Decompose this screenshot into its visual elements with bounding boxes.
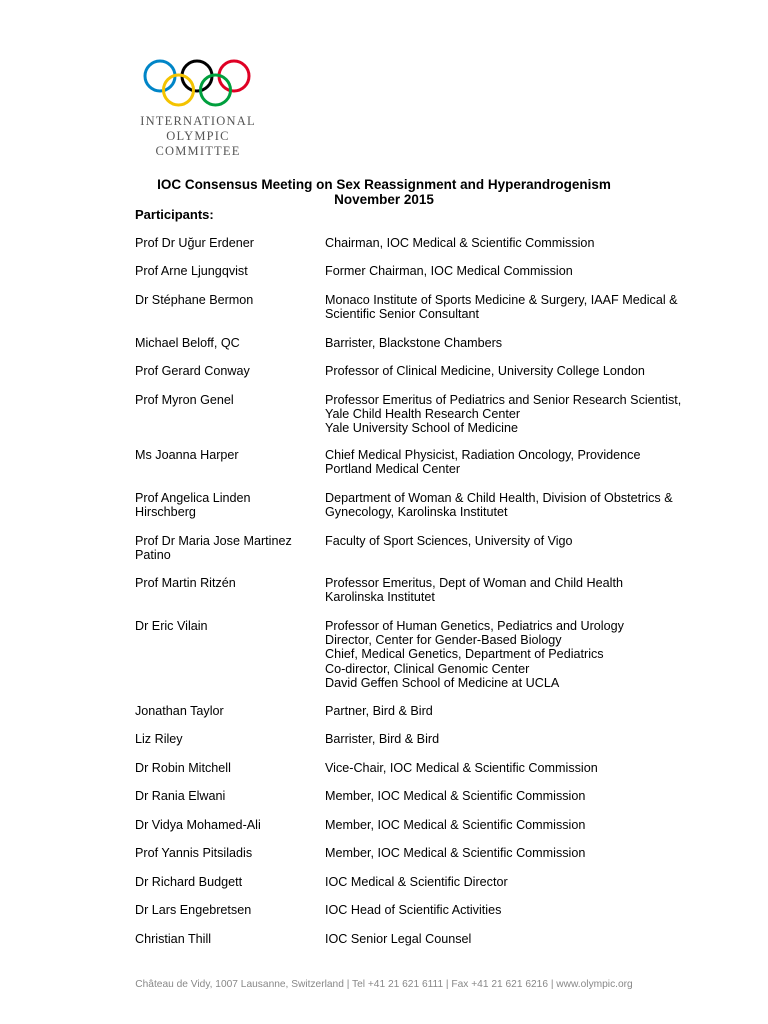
participant-role: Chairman, IOC Medical & Scientific Commission	[325, 236, 595, 250]
participant-name: Liz Riley	[135, 732, 183, 746]
participant-name: Christian Thill	[135, 932, 212, 946]
participant-role: Professor Emeritus of Pediatrics and Senior Research Scientist, Yale Child Health Research Center Yale University School of Medicine	[325, 393, 682, 436]
participant-name: Dr Eric Vilain	[135, 619, 208, 633]
org-line: OLYMPIC	[166, 129, 230, 143]
participant-name: Prof Yannis Pitsiladis	[135, 846, 253, 860]
participant-name: Prof Dr Maria Jose Martinez Patino	[135, 534, 292, 563]
participant-name: Prof Gerard Conway	[135, 364, 250, 378]
participant-role: IOC Senior Legal Counsel	[325, 932, 472, 946]
participant-role: Member, IOC Medical & Scientific Commission	[325, 818, 586, 832]
participant-role: Member, IOC Medical & Scientific Commission	[325, 846, 586, 860]
participant-name: Dr Robin Mitchell	[135, 761, 231, 775]
participant-role: Partner, Bird & Bird	[325, 704, 433, 718]
participant-role: Barrister, Blackstone Chambers	[325, 336, 503, 350]
participant-name: Dr Lars Engebretsen	[135, 903, 252, 917]
document-title	[0, 177, 768, 207]
title-line: IOC Consensus Meeting on Sex Reassignment and Hyperandrogenism	[157, 177, 611, 192]
participant-name: Dr Stéphane Bermon	[135, 293, 254, 307]
org-line: COMMITTEE	[155, 144, 241, 158]
participant-role: Department of Woman & Child Health, Division of Obstetrics & Gynecology, Karolinska Institutet	[325, 491, 673, 520]
participant-role: IOC Medical & Scientific Director	[325, 875, 508, 889]
participant-role: Professor of Human Genetics, Pediatrics and Urology Director, Center for Gender-Based Biology Chief, Medical Genetics, Department of Pediatrics Co-director, Clinical Genomic Center David Geffen School of Medicine at UCLA	[325, 619, 624, 690]
participant-role: Monaco Institute of Sports Medicine & Surgery, IAAF Medical & Scientific Senior Consultant	[325, 293, 678, 322]
participant-name: Prof Arne Ljungqvist	[135, 264, 248, 278]
participant-role: Chief Medical Physicist, Radiation Oncology, Providence Portland Medical Center	[325, 448, 641, 477]
olympic-rings-icon	[142, 58, 254, 108]
participant-name: Prof Martin Ritzén	[135, 576, 236, 590]
participant-name: Dr Rania Elwani	[135, 789, 226, 803]
participant-name: Ms Joanna Harper	[135, 448, 239, 462]
footer-address: Château de Vidy, 1007 Lausanne, Switzerland | Tel +41 21 621 6111 | Fax +41 21 621 6216 | www.olympic.org	[135, 979, 633, 990]
participant-role: Professor of Clinical Medicine, University College London	[325, 364, 645, 378]
participant-name: Dr Vidya Mohamed-Ali	[135, 818, 261, 832]
title-date: November 2015	[334, 192, 434, 207]
participant-name: Dr Richard Budgett	[135, 875, 243, 889]
participant-name: Prof Dr Uğur Erdener	[135, 236, 254, 250]
participant-name: Prof Angelica Linden Hirschberg	[135, 491, 251, 520]
participant-name: Prof Myron Genel	[135, 393, 234, 407]
org-name	[136, 114, 260, 159]
participant-role: Member, IOC Medical & Scientific Commission	[325, 789, 586, 803]
participant-role: Vice-Chair, IOC Medical & Scientific Commission	[325, 761, 598, 775]
participant-role: IOC Head of Scientific Activities	[325, 903, 502, 917]
participants-label: Participants:	[135, 207, 214, 222]
participant-name: Michael Beloff, QC	[135, 336, 240, 350]
participant-name: Jonathan Taylor	[135, 704, 224, 718]
participant-role: Former Chairman, IOC Medical Commission	[325, 264, 573, 278]
participant-role: Professor Emeritus, Dept of Woman and Child Health Karolinska Institutet	[325, 576, 623, 605]
ioc-logo	[136, 58, 260, 159]
org-line: INTERNATIONAL	[140, 114, 256, 128]
participant-role: Faculty of Sport Sciences, University of Vigo	[325, 534, 573, 548]
participant-role: Barrister, Bird & Bird	[325, 732, 440, 746]
